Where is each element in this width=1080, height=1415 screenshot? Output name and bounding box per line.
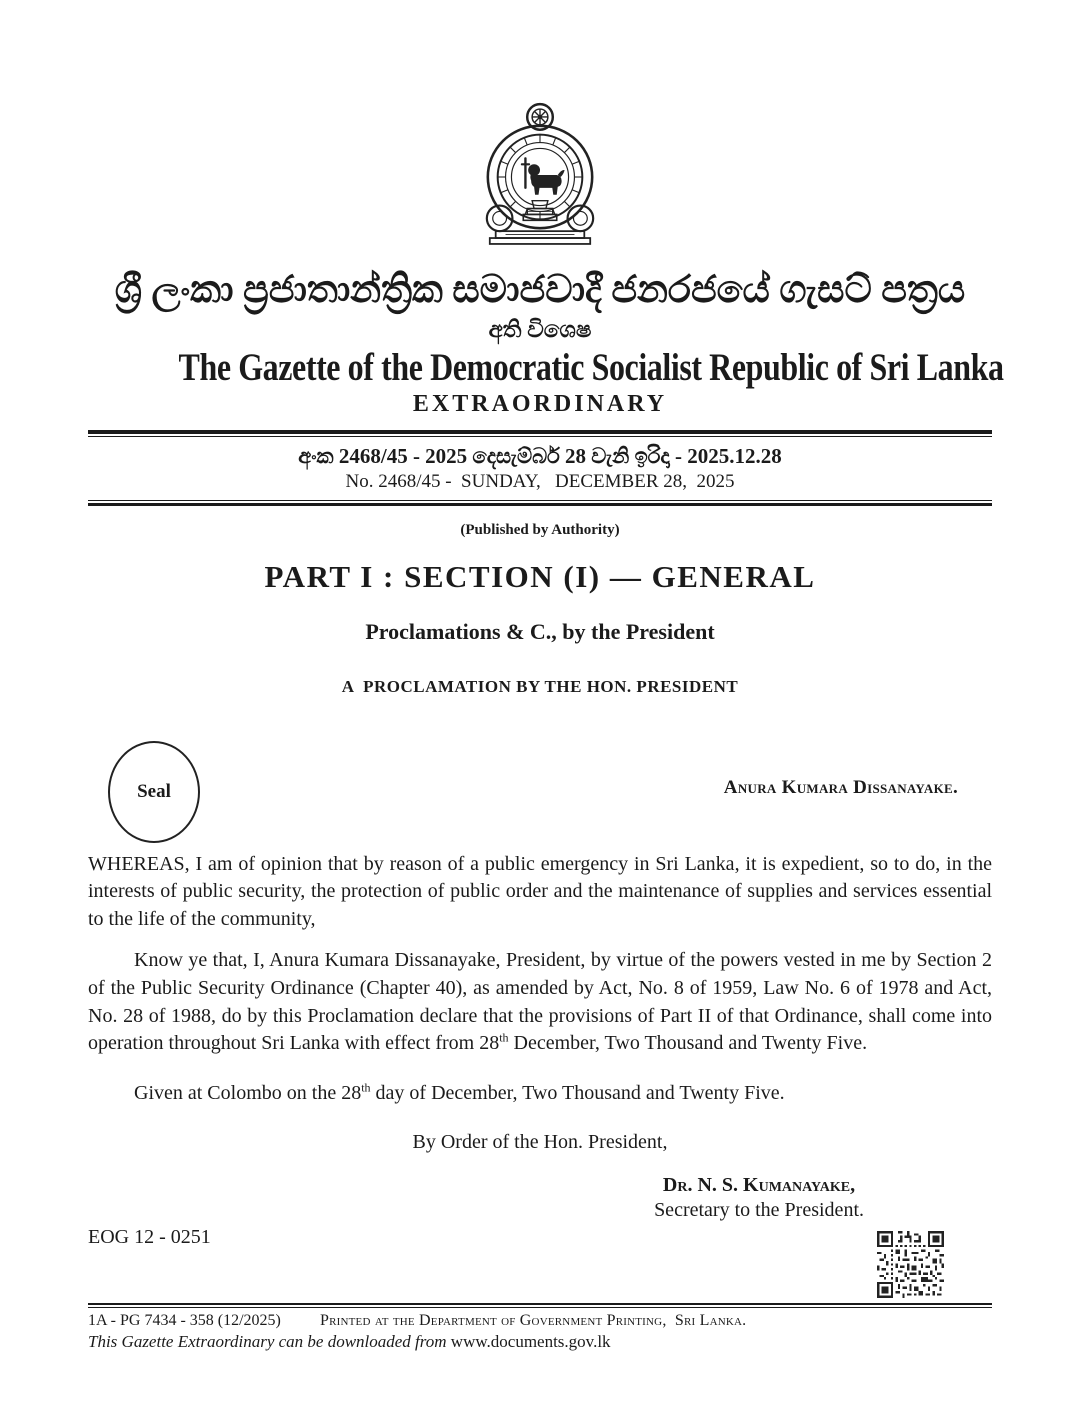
gazette-subtitle-sinhala: අති විශෙෂ [488,316,592,342]
edition-label: EXTRAORDINARY [412,390,668,417]
seal-and-signatory-row [88,741,992,845]
president-name: Anura Kumara Dissanayake. [723,776,958,798]
issue-line-english: No. 2468/45 - SUNDAY, DECEMBER 28, 2025 [345,470,735,492]
gazette-title-english: The Gazette of the Democratic Socialist Republic of Sri Lanka [178,345,1004,389]
paragraph-whereas: WHEREAS, I am of opinion that by reason of a public emergency in Sri Lanka, it is expedient, so to do, in the interests of public security, the protection of public order and the maintenance of supplies and services essential to the life of the community, [88,852,992,930]
paragraph-know-ye-tail: December, Two Thousand and Twenty Five. [508,1032,868,1055]
paragraph-know-ye [88,947,992,1057]
qr-code-icon [877,1231,944,1298]
ordinal-superscript: th [361,1080,371,1095]
gazette-title-sinhala: ශ්‍රී ලංකා ප්‍රජාතාන්ත්‍රික සමාජවාදී ජනරජයේ ගැසට් පත්‍රය [114,269,966,311]
footer-rule [88,1303,992,1308]
issue-line-sinhala: අංක 2468/45 - 2025 දෙසැම්බර් 28 වැනි ඉරිදා - 2025.12.28 [298,443,782,468]
reference-code: EOG 12 - 0251 [88,1226,211,1249]
presidential-seal [108,741,200,843]
printed-at-note: Printed at the Department of Government Printing, Sri Lanka. [320,1312,747,1329]
paragraph-given-text: Given at Colombo on the 28 [134,1081,362,1104]
proclamations-subheading: Proclamations & C., by the President [365,618,715,644]
header-rule-top [88,430,992,437]
header-rule-bottom [88,500,992,506]
page-footer [88,1303,992,1352]
paragraph-given-at [88,1080,992,1108]
download-url: www.documents.gov.lk [446,1332,611,1351]
by-order-line: By Order of the Hon. President, [412,1131,668,1154]
sri-lanka-emblem [0,102,1080,257]
secretary-title: Secretary to the President. [654,1199,864,1222]
secretary-name: Dr. N. S. Kumanayake, [662,1174,856,1197]
proclamation-heading: A PROCLAMATION BY THE HON. PRESIDENT [341,676,739,696]
print-code: 1A - PG 7434 - 358 (12/2025) [88,1312,281,1329]
seal-label: Seal [137,780,171,802]
published-by-authority: (Published by Authority) [460,521,620,538]
paragraph-given-tail: day of December, Two Thousand and Twenty Five. [370,1081,785,1104]
secretary-signature-block [654,1174,864,1222]
sri-lanka-coat-of-arms-icon [476,102,604,252]
download-note: This Gazette Extraordinary can be downloaded from [88,1332,447,1351]
part-section-heading: PART I : SECTION (I) — GENERAL [264,558,816,594]
paragraph-know-ye-text: Know ye that, I, Anura Kumara Dissanayake, President, by virtue of the powers vested in me by Section 2 of the Public Security Ordinance (Chapter 40), as amended by Act, No. 8 of 1959, Law No. 6 of 1978 and Act, No. 28 of 1988, do by this Proclamation declare that the provisions of Part II of that Ordinance, shall come into operation throughout Sri Lanka with effect from 28 [88,949,992,1055]
ordinal-superscript: th [499,1030,509,1045]
